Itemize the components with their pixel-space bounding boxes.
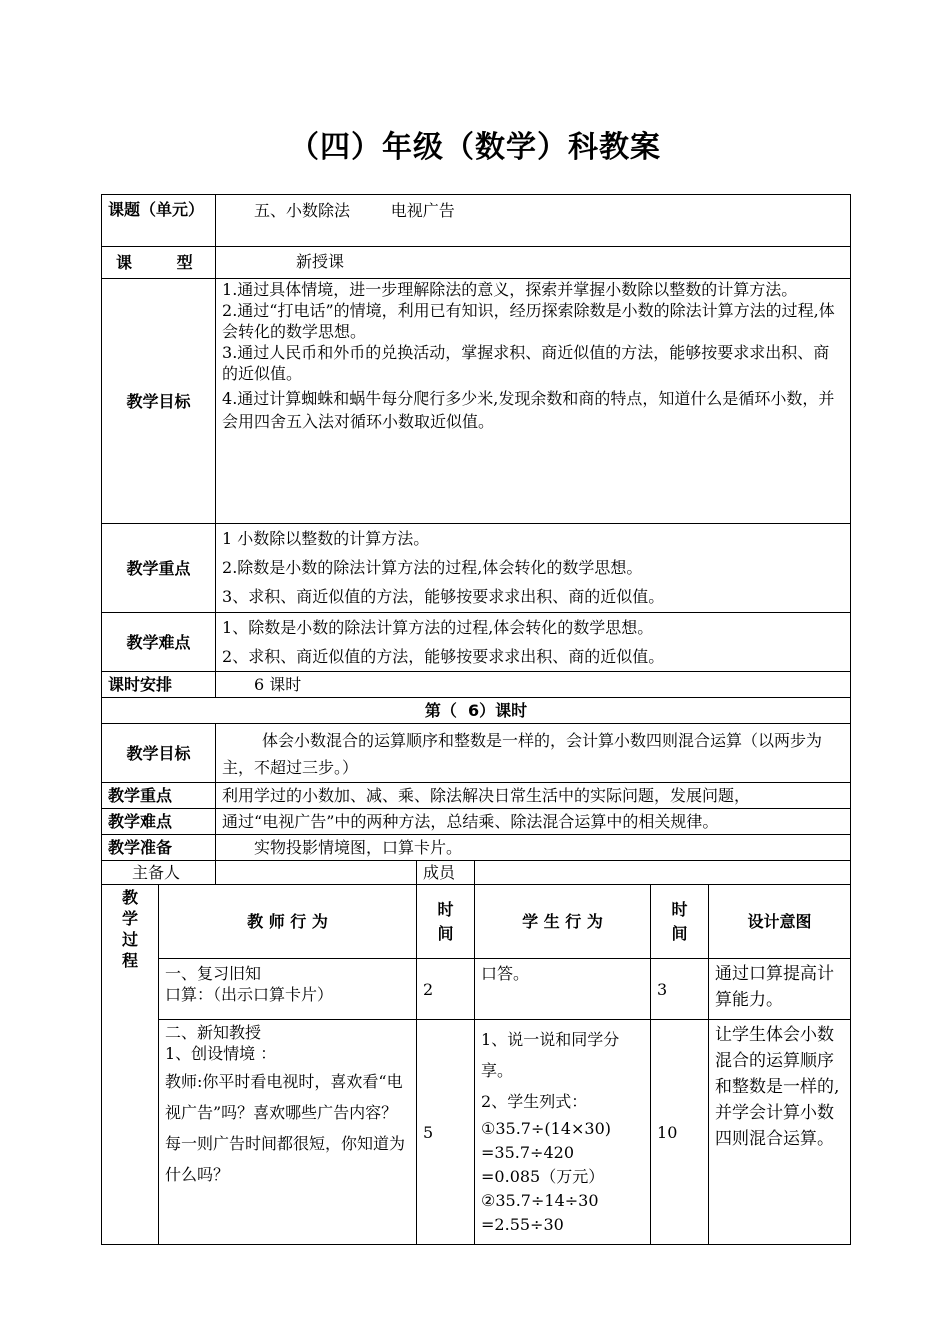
period-difficulty-label: 教学难点: [102, 809, 216, 835]
lead-value: [216, 861, 417, 885]
time2-header: [651, 885, 709, 959]
time1-header-char: 时: [437, 899, 454, 919]
student-header: 学 生 行 为: [475, 885, 651, 959]
process-side-char: 教: [121, 888, 138, 907]
teacher-cell: [159, 1020, 417, 1245]
period-goal-row: [102, 724, 851, 783]
process-header-row: [102, 885, 851, 959]
schedule-value: 6 课时: [216, 672, 851, 698]
teacher-line: 1、创设情境 ：: [165, 1044, 277, 1063]
time1-cell: 2: [417, 959, 475, 1020]
student-line: =0.085（万元）: [481, 1167, 605, 1186]
unit-key-item: 3、求积、商近似值的方法，能够按要求求出积、商的近似值。: [222, 587, 665, 606]
members-label: 成员: [417, 861, 475, 885]
unit-difficulty-content: [216, 613, 851, 672]
period-prep-value: 实物投影情境图，口算卡片。: [216, 835, 851, 861]
teacher-header: 教 师 行 为: [159, 885, 417, 959]
time1-header: [417, 885, 475, 959]
intent-header: 设计意图: [709, 885, 851, 959]
lesson-plan-table: [101, 194, 851, 1245]
time2-cell: 10: [651, 1020, 709, 1245]
unit-key-item: 2.除数是小数的除法计算方法的过程,体会转化的数学思想。: [222, 558, 643, 577]
unit-key-item: 1 小数除以整数的计算方法。: [222, 529, 430, 548]
process-side-char: 过: [121, 930, 138, 949]
unit-difficulty-row: [102, 613, 851, 672]
process-row: [102, 959, 851, 1020]
process-row: [102, 1020, 851, 1245]
period-difficulty-value: 通过“电视广告”中的两种方法，总结乘、除法混合运算中的相关规律。: [216, 809, 851, 835]
time2-header-char: 间: [671, 923, 688, 943]
unit-goals-label: 教学目标: [102, 279, 216, 524]
student-line: 口答。: [481, 964, 530, 983]
intent-cell: 通过口算提高计算能力。: [709, 959, 851, 1020]
period-difficulty-row: [102, 809, 851, 835]
time1-cell: 5: [417, 1020, 475, 1245]
unit-goal-item: 1.通过具体情境，进一步理解除法的意义，探索并掌握小数除以整数的计算方法。: [222, 280, 798, 299]
unit-key-label: 教学重点: [102, 524, 216, 613]
unit-goals-row: [102, 279, 851, 524]
unit-goal-item: 4.通过计算蜘蛛和蜗牛每分爬行多少米,发现余数和商的特点，知道什么是循环小数，并会用四舍五入法对循环小数取近似值。: [222, 389, 835, 431]
unit-goal-item: 3.通过人民币和外币的兑换活动，掌握求积、商近似值的方法，能够按要求求出积、商的近似值。: [222, 343, 830, 383]
student-line: ①35.7÷(14×30): [481, 1119, 611, 1138]
unit-row: [102, 195, 851, 247]
period-prep-label: 教学准备: [102, 835, 216, 861]
student-cell: [475, 1020, 651, 1245]
period-key-row: [102, 783, 851, 809]
period-heading-row: [102, 698, 851, 724]
period-goal-label: 教学目标: [102, 724, 216, 783]
unit-key-content: [216, 524, 851, 613]
process-side-char: 学: [121, 909, 138, 928]
unit-key-row: [102, 524, 851, 613]
intent-cell: 让学生体会小数混合的运算顺序和整数是一样的,并学会计算小数四则混合运算。: [709, 1020, 851, 1245]
teacher-line: 一、复习旧知: [165, 964, 262, 983]
members-value: [475, 861, 851, 885]
time1-header-char: 间: [437, 923, 454, 943]
unit-difficulty-label: 教学难点: [102, 613, 216, 672]
teacher-cell: [159, 959, 417, 1020]
student-line: =2.55÷30: [481, 1215, 564, 1234]
period-goal-value: 体会小数混合的运算顺序和整数是一样的，会计算小数四则混合运算（以两步为主，不超过三步。）: [216, 724, 851, 783]
student-line: 2、学生列式：: [481, 1092, 588, 1111]
unit-label: 课题（单元）: [102, 195, 216, 247]
student-line: 1、说一说和同学分享。: [481, 1030, 620, 1080]
teacher-line: 口算：（出示口算卡片）: [165, 985, 334, 1004]
period-key-value: 利用学过的小数加、减、乘、除法解决日常生活中的实际问题，发展问题，: [216, 783, 851, 809]
lesson-type-label: 课 型: [102, 247, 216, 279]
student-cell: [475, 959, 651, 1020]
process-side-label: [102, 885, 159, 1245]
teacher-line: 二、新知教授: [165, 1023, 262, 1042]
unit-goal-item: 2.通过“打电话”的情境，利用已有知识，经历探索除数是小数的除法计算方法的过程,体会转化的数学思想。: [222, 301, 835, 341]
period-key-label: 教学重点: [102, 783, 216, 809]
lesson-type-value: 新授课: [216, 247, 851, 279]
unit-difficulty-item: 1、除数是小数的除法计算方法的过程,体会转化的数学思想。: [222, 618, 654, 637]
page-title: （四）年级（数学）科教案: [289, 130, 661, 165]
time2-cell: 3: [651, 959, 709, 1020]
schedule-row: [102, 672, 851, 698]
student-line: ②35.7÷14÷30: [481, 1191, 599, 1210]
lead-label: 主备人: [102, 861, 216, 885]
lesson-type-row: [102, 247, 851, 279]
period-prep-row: [102, 835, 851, 861]
teacher-line: 教师:你平时看电视时，喜欢看“电视广告”吗？喜欢哪些广告内容？每一则广告时间都很短，你知道为什么吗？: [165, 1072, 406, 1184]
unit-value: 五、小数除法 电视广告: [216, 195, 851, 247]
unit-difficulty-item: 2、求积、商近似值的方法，能够按要求求出积、商的近似值。: [222, 647, 665, 666]
time2-header-char: 时: [671, 899, 688, 919]
schedule-label: 课时安排: [102, 672, 216, 698]
period-heading: 第（ 6）课时: [102, 698, 851, 724]
process-side-char: 程: [121, 951, 138, 970]
student-line: =35.7÷420: [481, 1143, 574, 1162]
staff-row: [102, 861, 851, 885]
unit-goals-content: [216, 279, 851, 524]
